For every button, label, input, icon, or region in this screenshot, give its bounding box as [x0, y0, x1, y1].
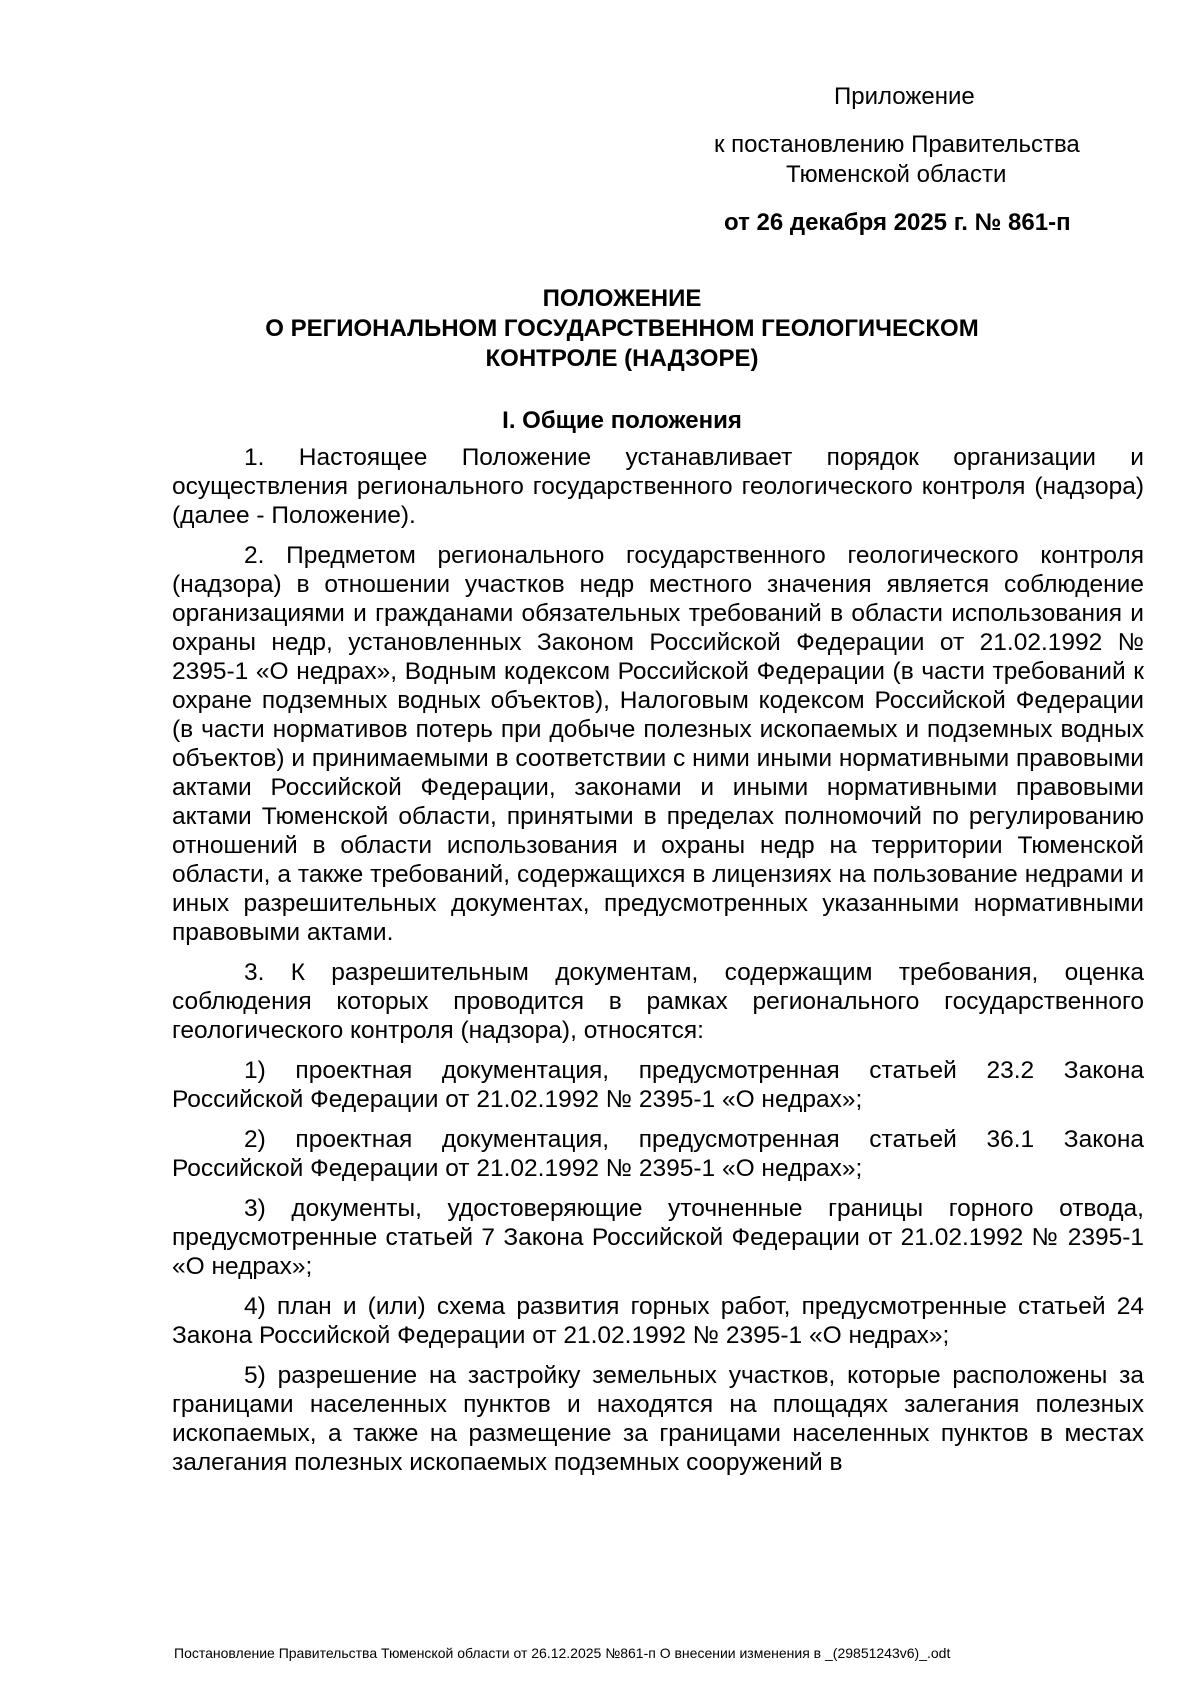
title-line-1: ПОЛОЖЕНИЕ: [542, 285, 702, 312]
appendix-label: Приложение: [834, 83, 975, 110]
list-item-1: 1) проектная документация, предусмотренная статьей 23.2 Закона Российской Федерации от 21.02.1992 № 2395-1 «О недрах»;: [172, 1057, 1144, 1113]
document-body: [172, 443, 1144, 1488]
page-footer: Постановление Правительства Тюменской области от 26.12.2025 №861-п О внесении изменения в _(29851243v6)_.odt: [174, 1645, 951, 1661]
appendix-region-line: Тюменской области: [786, 161, 1007, 188]
paragraph-2: 2. Предметом регионального государственного геологического контроля (надзора) в отношении участков недр местного значения является соблюдение организациями и гражданами обязательных требований в области использования и охраны недр, установленных Законом Российской Федерации от 21.02.1992 № 2395-1 «О недрах», Водным кодексом Российской Федерации (в части требований к охране подземных водных объектов), Налоговым кодексом Российской Федерации (в части нормативов потерь при добыче полезных ископаемых и подземных водных объектов) и принимаемыми в соответствии с ними иными нормативными правовыми актами Российской Федерации, законами и иными нормативными правовыми актами Тюменской области, принятыми в пределах полномочий по регулированию отношений в области использования и охраны недр на территории Тюменской области, а также требований, содержащихся в лицензиях на пользование недрами и иных разрешительных документах, предусмотренных указанными нормативными правовыми актами.: [172, 542, 1144, 946]
appendix-header: [684, 82, 1124, 238]
section-heading: I. Общие положения: [502, 407, 742, 434]
list-item-3: 3) документы, удостоверяющие уточненные границы горного отвода, предусмотренные статьей 7 Закона Российской Федерации от 21.02.1992 № 2395-1 «О недрах»;: [172, 1195, 1144, 1280]
list-item-2: 2) проектная документация, предусмотренная статьей 36.1 Закона Российской Федерации от 21.02.1992 № 2395-1 «О недрах»;: [172, 1126, 1144, 1182]
paragraph-3: 3. К разрешительным документам, содержащим требования, оценка соблюдения которых проводится в рамках регионального государственного геологического контроля (надзора), относятся:: [172, 959, 1144, 1044]
list-item-4: 4) план и (или) схема развития горных работ, предусмотренные статьей 24 Закона Российской Федерации от 21.02.1992 № 2395-1 «О недрах»;: [172, 1293, 1144, 1349]
paragraph-1: 1. Настоящее Положение устанавливает порядок организации и осуществления регионального государственного геологического контроля (надзора) (далее - Положение).: [172, 444, 1144, 529]
document-title: [172, 284, 1072, 374]
appendix-resolution-line: к постановлению Правительства: [714, 131, 1080, 158]
appendix-date-number: от 26 декабря 2025 г. № 861-п: [724, 209, 1071, 236]
title-line-2: О РЕГИОНАЛЬНОМ ГОСУДАРСТВЕННОМ ГЕОЛОГИЧЕСКОМ: [265, 315, 979, 342]
list-item-5: 5) разрешение на застройку земельных участков, которые расположены за границами населенных пунктов и находятся на площадях залегания полезных ископаемых, а также на размещение за границами населенных пунктов в местах залегания полезных ископаемых подземных сооружений в: [172, 1362, 1144, 1476]
title-line-3: КОНТРОЛЕ (НАДЗОРЕ): [485, 345, 759, 372]
